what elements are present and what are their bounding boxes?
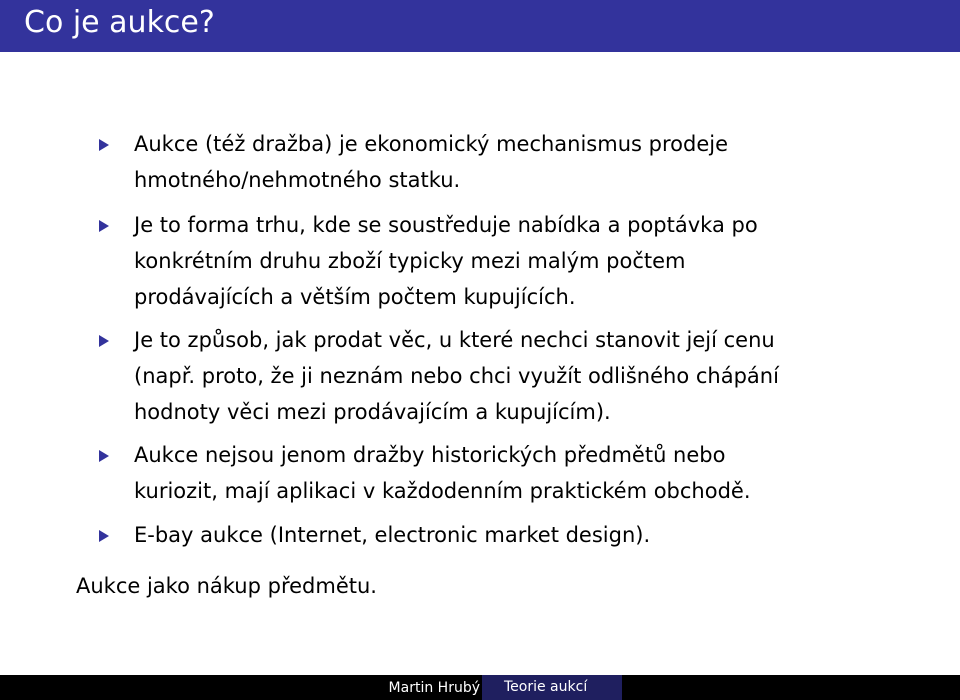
slide-title: Co je aukce? (24, 5, 215, 40)
bullet-line: Je to způsob, jak prodat věc, u které nechci stanovit její cenu (134, 328, 775, 352)
bullet-line: E-bay aukce (Internet, electronic market design). (134, 523, 651, 547)
triangle-bullet-icon (99, 530, 109, 542)
bullet-line: konkrétním druhu zboží typicky mezi malým počtem (134, 249, 686, 273)
bullet-item (94, 207, 874, 315)
triangle-bullet-icon (99, 450, 109, 462)
bullet-text (134, 126, 874, 198)
footer-bar (0, 675, 960, 700)
triangle-bullet-icon (99, 220, 109, 232)
bullet-item (94, 517, 874, 553)
footer-presentation-title: Teorie aukcí (482, 675, 622, 700)
bullet-line: prodávajících a větším počtem kupujících. (134, 285, 576, 309)
bullet-line: (např. proto, že ji neznám nebo chci využít odlišného chápání (134, 364, 779, 388)
bullet-text (134, 517, 874, 553)
bullet-item (94, 322, 874, 430)
bullet-item (94, 126, 874, 198)
footer-author: Martin Hrubý (388, 680, 480, 696)
bullet-item (94, 437, 874, 509)
bullet-text (134, 437, 874, 509)
triangle-bullet-icon (99, 139, 109, 151)
bullet-line: kuriozit, mají aplikaci v každodenním praktickém obchodě. (134, 479, 751, 503)
bullet-text (134, 322, 874, 430)
triangle-bullet-icon (99, 335, 109, 347)
bullet-line: hodnoty věci mezi prodávajícím a kupujícím). (134, 400, 611, 424)
bullet-line: Aukce (též dražba) je ekonomický mechanismus prodeje (134, 132, 728, 156)
bullet-line: hmotného/nehmotného statku. (134, 168, 461, 192)
bullet-line: Je to forma trhu, kde se soustředuje nabídka a poptávka po (134, 213, 758, 237)
closing-statement: Aukce jako nákup předmětu. (76, 574, 377, 598)
bullet-text (134, 207, 874, 315)
bullet-line: Aukce nejsou jenom dražby historických předmětů nebo (134, 443, 726, 467)
